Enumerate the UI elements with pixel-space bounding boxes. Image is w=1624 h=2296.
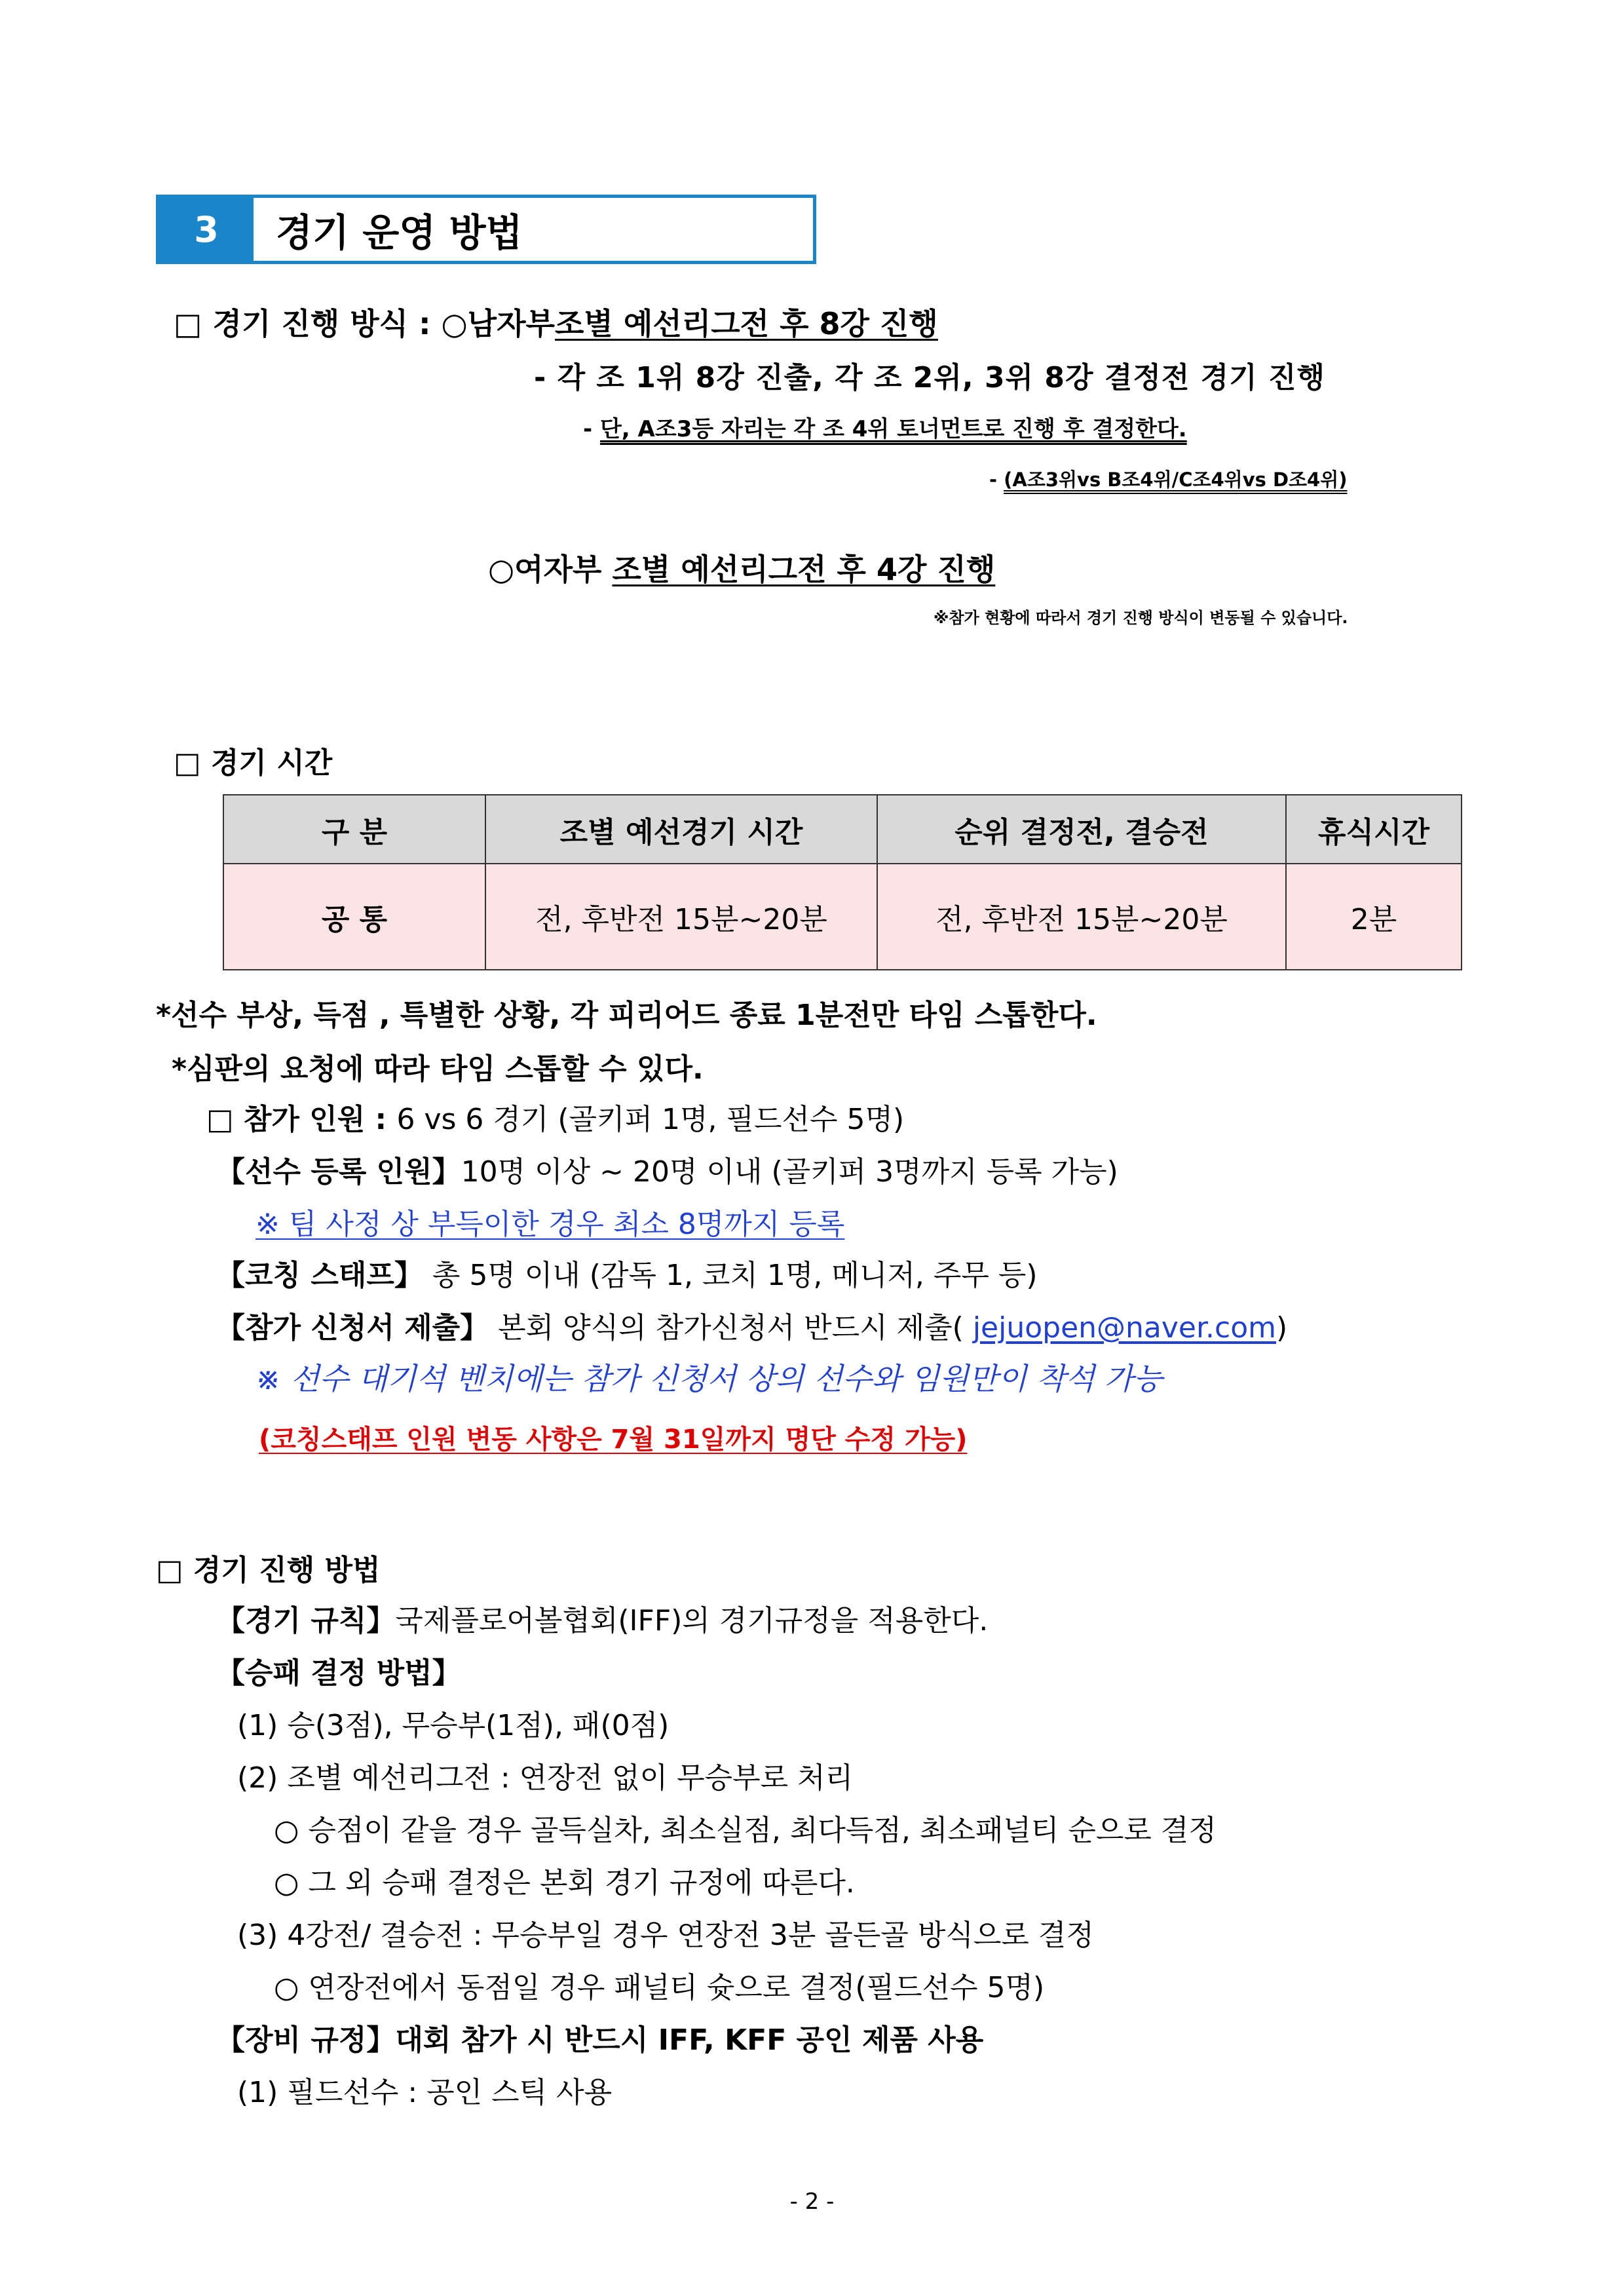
- time-label: □ 경기 시간: [174, 746, 333, 780]
- time-table: [223, 794, 1462, 970]
- time-note-2: *심판의 요청에 따라 타임 스톱할 수 있다.: [172, 1052, 704, 1086]
- equipment-label: 【장비 규정】대회 참가 시 반드시 IFF, KFF 공인 제품 사용: [216, 2023, 984, 2057]
- decision-3: (3) 4강전/ 결승전 : 무승부일 경우 연장전 3분 골든골 방식으로 결정: [237, 1919, 1094, 1952]
- table-row: [223, 864, 1462, 970]
- staff-change-note: (코칭스태프 인원 변동 사항은 7월 31일까지 명단 수정 가능): [259, 1425, 968, 1455]
- registration-note: ※ 팀 사정 상 부득이한 경우 최소 8명까지 등록: [255, 1208, 845, 1241]
- staff-value: 총 5명 이내 (감독 1, 코치 1명, 메니저, 주무 등): [423, 1259, 1038, 1292]
- equipment-1: (1) 필드선수 : 공인 스틱 사용: [237, 2076, 613, 2109]
- table-cell: 전, 후반전 15분~20분: [485, 864, 877, 970]
- method-label: □ 경기 진행 방법: [156, 1554, 381, 1587]
- table-header: 순위 결정전, 결승전: [877, 795, 1286, 864]
- decision-2: (2) 조별 예선리그전 : 연장전 없이 무승부로 처리: [237, 1761, 854, 1795]
- participants-line: [206, 1096, 904, 1138]
- men-sub2-line: [583, 411, 1187, 443]
- decision-1: (1) 승(3점), 무승부(1점), 패(0점): [237, 1709, 670, 1742]
- application-email-link[interactable]: jejuopen@naver.com: [972, 1311, 1277, 1345]
- men-sub3-dash: -: [989, 469, 1004, 491]
- format-line: [174, 300, 938, 343]
- participants-label: □ 참가 인원 :: [206, 1103, 397, 1136]
- table-header: 휴식시간: [1286, 795, 1462, 864]
- bench-note: ※ 선수 대기석 벤치에는 참가 신청서 상의 선수와 임원만이 착석 가능: [255, 1361, 1163, 1396]
- table-header: 구 분: [223, 795, 485, 864]
- men-sub3-line: [989, 465, 1348, 492]
- table-header: 조별 예선경기 시간: [485, 795, 877, 864]
- women-main: 조별 예선리그전 후 4강 진행: [612, 552, 996, 587]
- decision-3a: ○ 연장전에서 동점일 경우 패널티 슛으로 결정(필드선수 5명): [274, 1971, 1045, 2004]
- staff-line: [216, 1252, 1038, 1293]
- men-main: 조별 예선리그전 후 8강 진행: [555, 306, 938, 341]
- staff-label: 【코칭 스태프】: [216, 1259, 423, 1292]
- format-note: ※참가 현황에 따라서 경기 진행 방식이 변동될 수 있습니다.: [934, 609, 1348, 627]
- participants-value: 6 vs 6 경기 (골키퍼 1명, 필드선수 5명): [396, 1103, 905, 1136]
- women-line: [488, 546, 995, 589]
- application-value: 본회 양식의 참가신청서 반드시 제출(: [489, 1311, 973, 1345]
- time-note-1: *선수 부상, 득점 , 특별한 상황, 각 피리어드 종료 1분전만 타임 스톱한다.: [156, 999, 1097, 1032]
- registration-line: [216, 1148, 1118, 1190]
- registration-label: 【선수 등록 인원】: [216, 1155, 461, 1189]
- table-cell: 전, 후반전 15분~20분: [877, 864, 1286, 970]
- section-title: 경기 운영 방법: [276, 210, 523, 255]
- application-label: 【참가 신청서 제출】: [216, 1311, 489, 1345]
- table-cell: 공 통: [223, 864, 485, 970]
- section-number: 3: [159, 198, 254, 261]
- page-number: - 2 -: [789, 2189, 835, 2215]
- women-prefix: ○여자부: [488, 552, 613, 587]
- rules-value: 국제플로어볼협회(IFF)의 경기규정을 적용한다.: [395, 1604, 989, 1637]
- application-close: ): [1276, 1311, 1288, 1345]
- decision-label: 【승패 결정 방법】: [216, 1656, 461, 1690]
- rules-label: 【경기 규칙】: [216, 1604, 396, 1637]
- application-line: [216, 1304, 1287, 1346]
- decision-2b: ○ 그 외 승패 결정은 본회 경기 규정에 따른다.: [274, 1866, 855, 1900]
- registration-value: 10명 이상 ~ 20명 이내 (골키퍼 3명까지 등록 가능): [461, 1155, 1118, 1189]
- rules-line: [216, 1597, 988, 1639]
- men-sub1: - 각 조 1위 8강 진출, 각 조 2위, 3위 8강 결정전 경기 진행: [534, 361, 1325, 394]
- men-prefix: ○남자부: [441, 306, 555, 341]
- table-header-row: [223, 795, 1462, 864]
- men-sub2-dash: -: [583, 416, 600, 442]
- table-cell: 2분: [1286, 864, 1462, 970]
- decision-2a: ○ 승점이 같을 경우 골득실차, 최소실점, 최다득점, 최소패널티 순으로 결정: [274, 1814, 1217, 1847]
- format-label: □ 경기 진행 방식 :: [174, 306, 442, 341]
- section-header: [156, 195, 816, 264]
- men-sub3: (A조3위vs B조4위/C조4위vs D조4위): [1004, 469, 1348, 491]
- men-sub2: 단, A조3등 자리는 각 조 4위 토너먼트로 진행 후 결정한다.: [599, 416, 1187, 442]
